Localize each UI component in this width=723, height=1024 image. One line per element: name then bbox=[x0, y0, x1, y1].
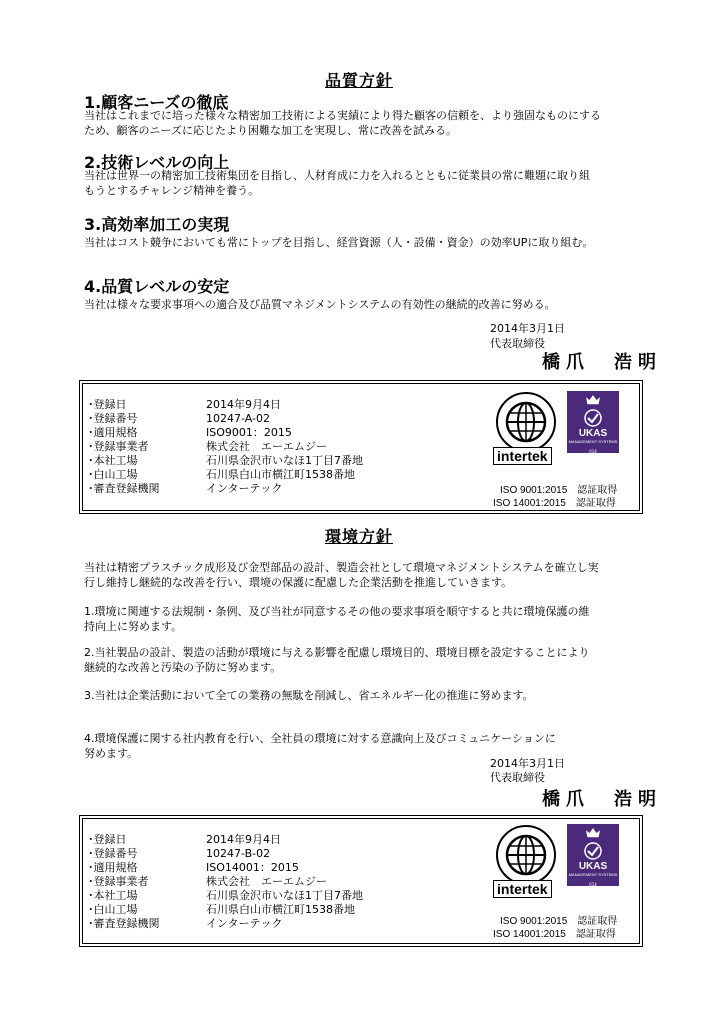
quality-body-2-line2: もうとするチャレンジ精神を養う。 bbox=[84, 184, 260, 197]
quality-heading-4: 4.品質レベルの安定 bbox=[84, 277, 230, 296]
registration-label: ･登録日 bbox=[88, 833, 127, 846]
intertek-logo: intertek bbox=[493, 880, 552, 898]
ukas-label: UKAS bbox=[578, 428, 608, 439]
registration-label: ･本社工場 bbox=[88, 889, 138, 902]
registration-label: ･登録番号 bbox=[88, 412, 138, 425]
registration-label: ･登録番号 bbox=[88, 847, 138, 860]
registration-value: インターテック bbox=[206, 917, 283, 930]
quality-body-1-line1: 当社はこれまでに培った様々な精密加工技術による実績により得た顧客の信頼を、より強固なものにする bbox=[84, 109, 601, 122]
registration-value: 株式会社 エーエムジー bbox=[206, 440, 327, 453]
quality-body-3-line1: 当社はコスト競争においても常にトップを目指し、経営資源（人・設備・資金）の効率UPに取り組む。 bbox=[84, 236, 594, 249]
environment-item-3-line1: 3.当社は企業活動において全ての業務の無駄を削減し、省エネルギー化の推進に努めます。 bbox=[84, 689, 534, 702]
quality-policy-title: 品質方針 bbox=[325, 71, 394, 90]
registration-box-1 bbox=[79, 380, 643, 514]
iso14001-certified: ISO 14001:2015 認証取得 bbox=[493, 498, 616, 509]
environment-item-2-line1: 2.当社製品の設計、製造の活動が環境に与える影響を配慮し環境目的、環境目標を設定することにより bbox=[84, 646, 590, 659]
environment-role: 代表取締役 bbox=[490, 771, 545, 784]
iso-globe-icon bbox=[495, 391, 557, 453]
environment-item-4-line2: 努めます。 bbox=[84, 747, 139, 760]
registration-value: ISO14001：2015 bbox=[206, 861, 299, 874]
registration-label: ･白山工場 bbox=[88, 468, 138, 481]
environment-intro-line1: 当社は精密プラスチック成形及び金型部品の設計、製造会社として環境マネジメントシステムを確立し実 bbox=[84, 561, 599, 574]
registration-value: 石川県白山市横江町1538番地 bbox=[206, 468, 355, 481]
ukas-badge bbox=[567, 391, 619, 453]
registration-value: 2014年9月4日 bbox=[206, 398, 281, 411]
iso9001-certified: ISO 9001:2015 認証取得 bbox=[500, 485, 618, 496]
registration-label: ･適用規格 bbox=[88, 426, 138, 439]
registration-value: 石川県金沢市いなほ1丁目7番地 bbox=[206, 889, 363, 902]
registration-label: ･登録日 bbox=[88, 398, 127, 411]
environment-item-2-line2: 継続的な改善と汚染の予防に努めます。 bbox=[84, 661, 282, 674]
registration-value: 10247-A-02 bbox=[206, 412, 270, 425]
environment-item-4-line1: 4.環境保護に関する社内教育を行い、全社員の環境に対する意識向上及びコミュニケーションに bbox=[84, 732, 556, 745]
quality-body-2-line1: 当社は世界一の精密加工技術集団を目指し、人材育成に力を入れるとともに従業員の常に難題に取り組 bbox=[84, 169, 590, 182]
quality-body-1-line2: ため、顧客のニーズに応じたより困難な加工を実現し、常に改善を試みる。 bbox=[84, 124, 458, 137]
registration-label: ･登録事業者 bbox=[88, 440, 149, 453]
crown-icon bbox=[567, 393, 619, 407]
registration-value: インターテック bbox=[206, 482, 283, 495]
iso14001-certified: ISO 14001:2015 認証取得 bbox=[493, 929, 616, 940]
quality-role: 代表取締役 bbox=[490, 337, 545, 350]
registration-value: 株式会社 エーエムジー bbox=[206, 875, 327, 888]
registration-value: ISO9001：2015 bbox=[206, 426, 292, 439]
intertek-logo: intertek bbox=[493, 447, 552, 465]
environment-signature: 橋爪 浩明 bbox=[542, 789, 662, 810]
ukas-number: 014 bbox=[589, 449, 597, 454]
registration-value: 石川県白山市横江町1538番地 bbox=[206, 903, 355, 916]
quality-heading-1: 1.顧客ニーズの徹底 bbox=[84, 93, 229, 112]
registration-box-2 bbox=[79, 815, 643, 947]
registration-list-2 bbox=[88, 832, 418, 942]
registration-list-1 bbox=[88, 397, 418, 507]
registration-label: ･白山工場 bbox=[88, 903, 138, 916]
registration-value: 2014年9月4日 bbox=[206, 833, 281, 846]
registration-label: ･本社工場 bbox=[88, 454, 138, 467]
quality-date: 2014年3月1日 bbox=[490, 322, 565, 335]
registration-label: ･審査登録機関 bbox=[88, 917, 160, 930]
ukas-badge bbox=[567, 824, 619, 886]
environment-intro-line2: 行し維持し継続的な改善を行い、環境の保護に配慮した企業活動を推進していきます。 bbox=[84, 576, 513, 589]
environment-date: 2014年3月1日 bbox=[490, 757, 565, 770]
registration-value: 石川県金沢市いなほ1丁目7番地 bbox=[206, 454, 363, 467]
ukas-number: 014 bbox=[589, 882, 597, 887]
iso9001-certified: ISO 9001:2015 認証取得 bbox=[500, 916, 618, 927]
environment-policy-title: 環境方針 bbox=[325, 527, 394, 546]
environment-item-1-line1: 1.環境に関連する法規制・条例、及び当社が同意するその他の要求事項を順守すると共に環境保護の維 bbox=[84, 605, 590, 618]
registration-value: 10247-B-02 bbox=[206, 847, 271, 860]
quality-heading-2: 2.技術レベルの向上 bbox=[84, 153, 230, 172]
checkmark-icon bbox=[583, 841, 603, 861]
certification-mark bbox=[495, 824, 623, 897]
registration-label: ･登録事業者 bbox=[88, 875, 149, 888]
quality-signature: 橋爪 浩明 bbox=[542, 352, 662, 373]
iso-globe-icon bbox=[495, 824, 557, 886]
ukas-label: UKAS bbox=[578, 861, 608, 872]
quality-body-4-line1: 当社は様々な要求事項への適合及び品質マネジメントシステムの有効性の継続的改善に努める。 bbox=[84, 298, 556, 311]
registration-label: ･審査登録機関 bbox=[88, 482, 160, 495]
crown-icon bbox=[567, 826, 619, 840]
certification-mark bbox=[495, 391, 623, 464]
environment-item-1-line2: 持向上に努めます。 bbox=[84, 620, 183, 633]
checkmark-icon bbox=[583, 408, 603, 428]
quality-heading-3: 3.高効率加工の実現 bbox=[84, 215, 230, 234]
ukas-subtitle: MANAGEMENT SYSTEMS bbox=[568, 439, 618, 444]
ukas-subtitle: MANAGEMENT SYSTEMS bbox=[568, 872, 618, 877]
registration-label: ･適用規格 bbox=[88, 861, 138, 874]
